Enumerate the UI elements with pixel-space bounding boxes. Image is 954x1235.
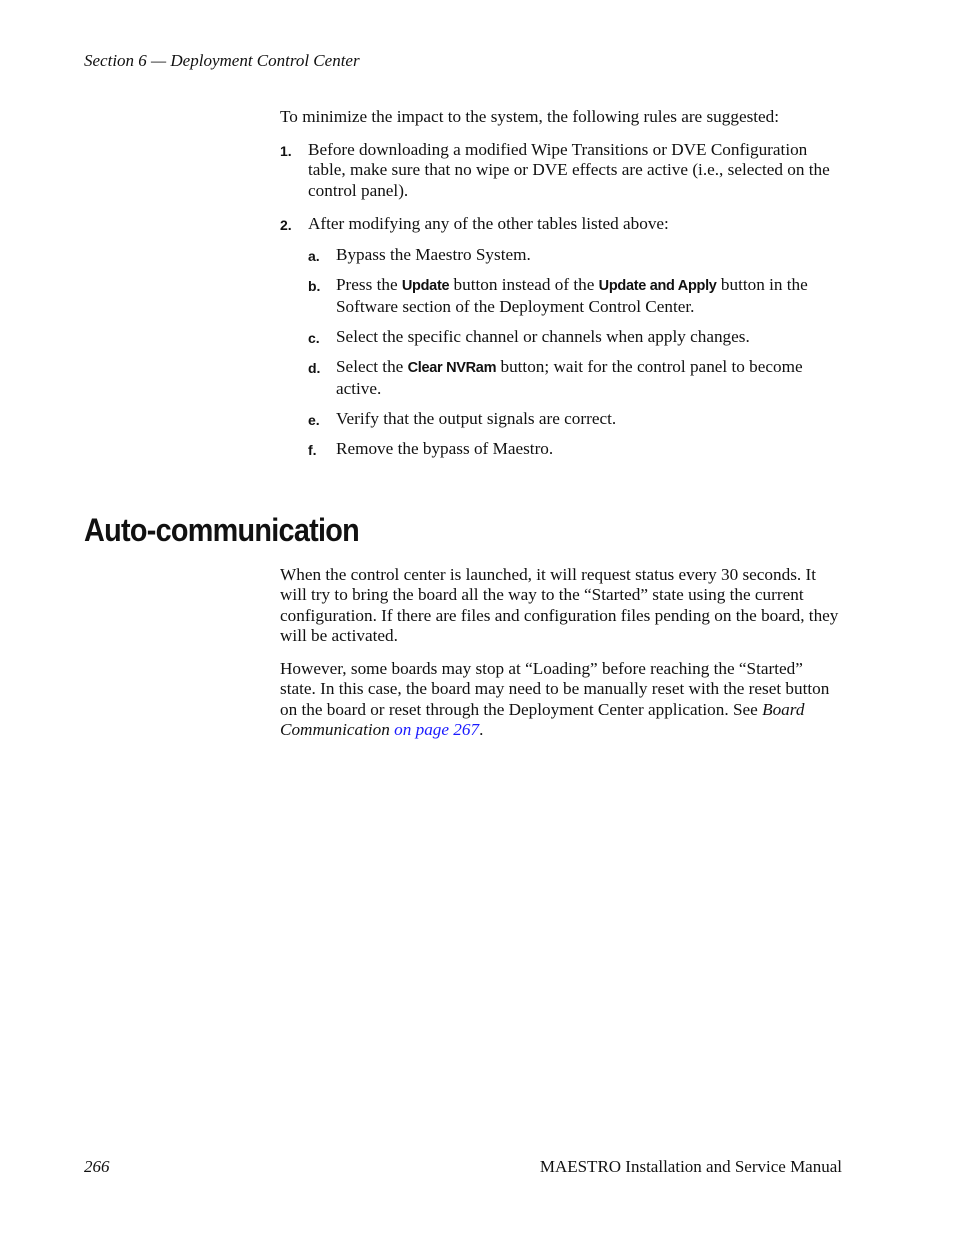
step-item-f <box>308 439 842 459</box>
auto-communication-paragraph-1: When the control center is launched, it will request status every 30 seconds. It will try to bring the board all the way to the “Started” state using the current configuration. If there are files and configuration files pending on the board, they will be activated. <box>280 565 839 645</box>
step-text-mid: button instead of the <box>449 275 599 295</box>
list-marker: 2. <box>280 216 292 233</box>
step-text: Bypass the Maestro System. <box>336 245 531 265</box>
rule-text: After modifying any of the other tables listed above: <box>308 213 669 233</box>
rule-text: Before downloading a modified Wipe Transitions or DVE Configuration table, make sure that no wipe or DVE effects are active (i.e., selected on the control panel). <box>308 140 830 200</box>
step-item-a <box>308 245 842 265</box>
step-text-post: button in the Software section of the Deployment Control Center. <box>336 275 808 316</box>
rule-item-1 <box>280 140 842 201</box>
intro-paragraph: To minimize the impact to the system, the following rules are suggested: <box>280 107 780 126</box>
step-text-pre: Press the <box>336 275 402 295</box>
step-item-e <box>308 409 842 429</box>
step-text-post: button; wait for the control panel to become active. <box>336 357 803 398</box>
update-and-apply-button-label: Update and Apply <box>598 278 717 295</box>
cross-reference-title: Board Communication <box>280 699 805 739</box>
rules-list <box>280 140 842 470</box>
step-text: Verify that the output signals are correct. <box>336 408 617 428</box>
page-number: 266 <box>84 1157 110 1176</box>
paragraph-end: . <box>479 719 484 739</box>
step-text-pre: Select the <box>336 357 408 377</box>
section-heading: Auto-communication <box>84 512 360 548</box>
running-head: Section 6 — Deployment Control Center <box>84 51 360 70</box>
step-item-b <box>308 275 842 317</box>
step-text: Remove the bypass of Maestro. <box>336 439 554 459</box>
rule-item-2 <box>280 214 842 460</box>
step-item-c <box>308 327 842 347</box>
step-marker: c. <box>308 330 320 347</box>
paragraph-text: However, some boards may stop at “Loading” before reaching the “Started” state. In this case, the board may need to be manually reset with the reset button on the board or reset through the Deployment Center application. See <box>280 659 830 719</box>
auto-communication-paragraph-2 <box>280 659 842 740</box>
step-marker: b. <box>308 278 321 295</box>
list-marker: 1. <box>280 143 292 159</box>
step-marker: a. <box>308 248 320 265</box>
step-marker: d. <box>308 360 321 377</box>
page-reference-link[interactable]: on page 267 <box>394 719 480 739</box>
manual-title: MAESTRO Installation and Service Manual <box>539 1157 842 1176</box>
step-text: Select the specific channel or channels when apply changes. <box>336 327 750 347</box>
update-button-label: Update <box>401 278 450 295</box>
step-item-d <box>308 357 842 399</box>
steps-list <box>308 245 842 459</box>
step-marker: e. <box>308 411 320 428</box>
step-marker: f. <box>308 442 317 459</box>
clear-nvram-button-label: Clear NVRam <box>407 360 497 377</box>
